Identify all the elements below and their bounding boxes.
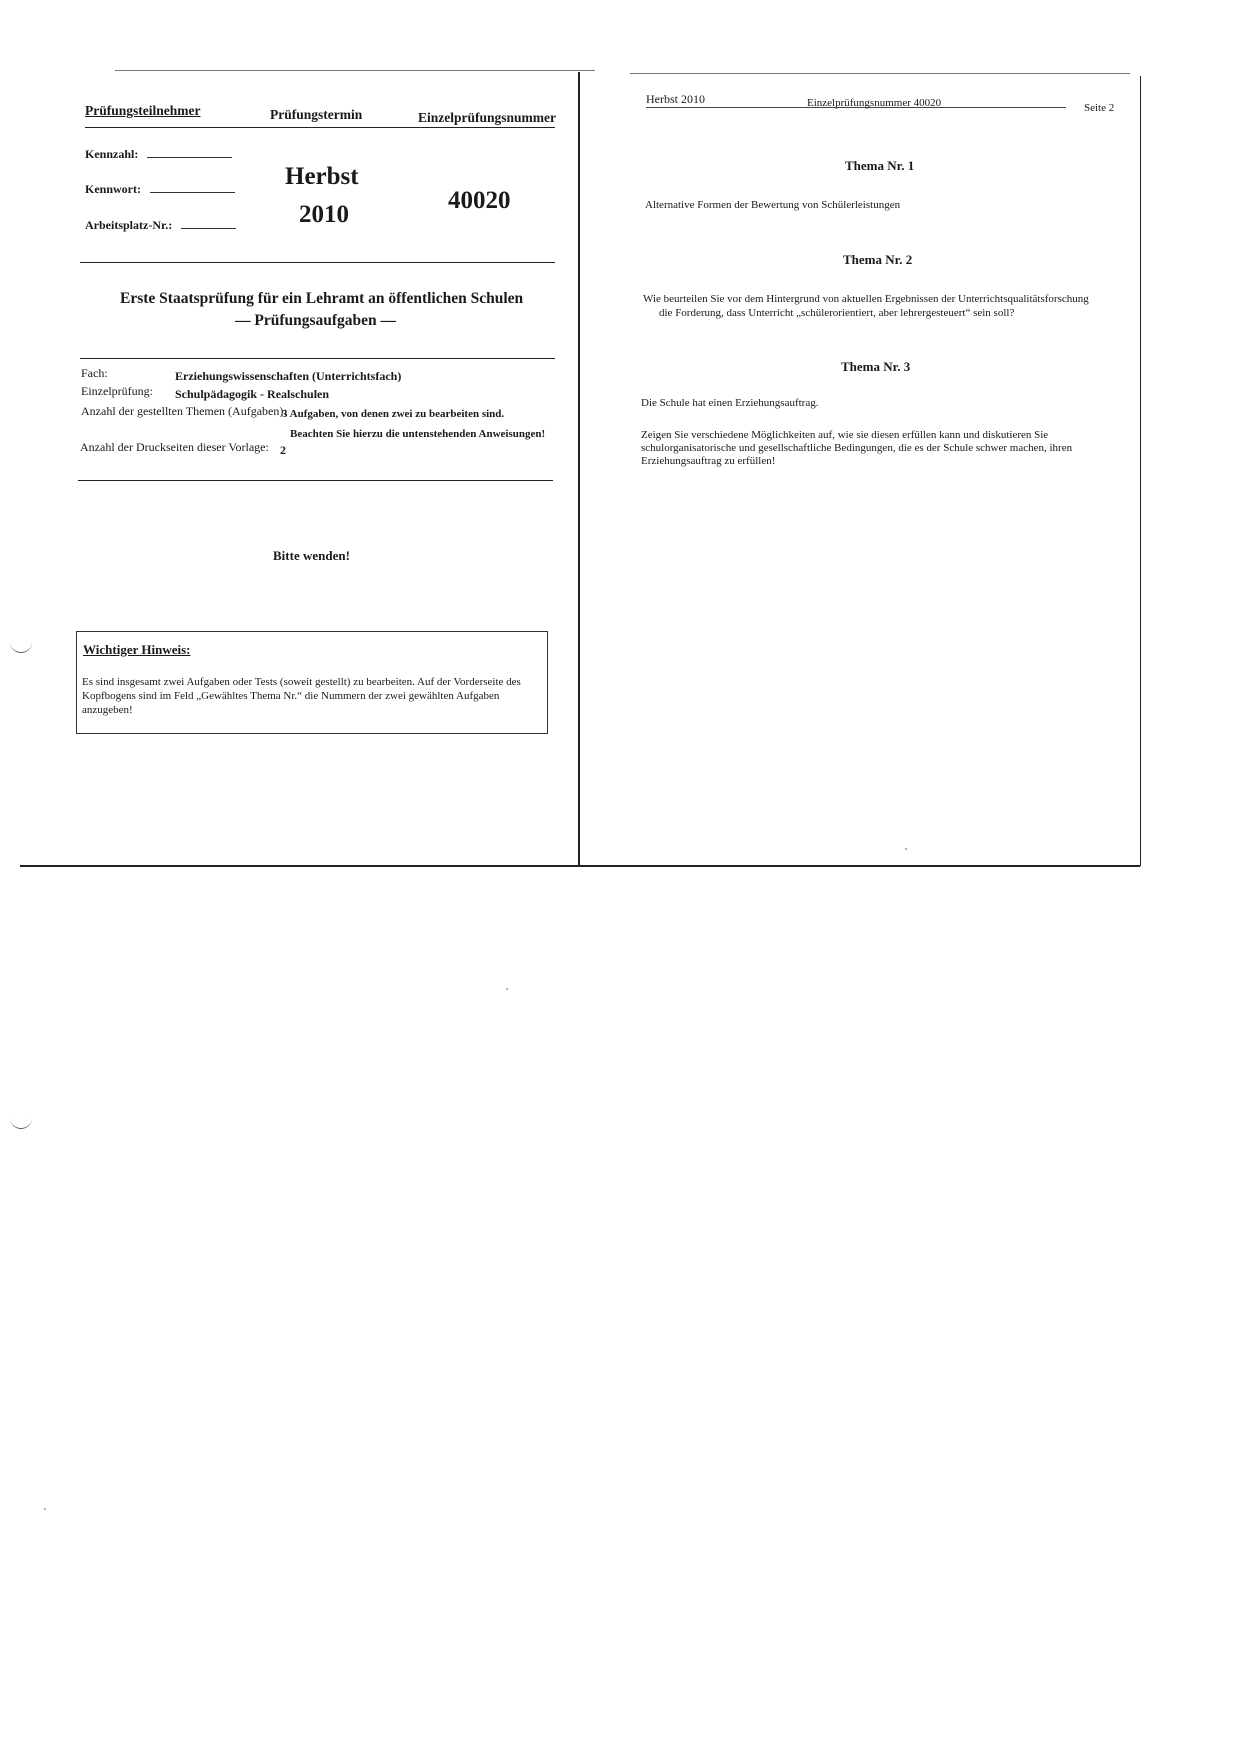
topic-3-line-4: Erziehungsauftrag zu erfüllen! bbox=[641, 455, 776, 467]
themen-note: Beachten Sie hierzu die untenstehenden Anweisungen! bbox=[290, 428, 546, 440]
topic-3-line-1: Die Schule hat einen Erziehungsauftrag. bbox=[641, 397, 819, 409]
druckseiten-label: Anzahl der Druckseiten dieser Vorlage: bbox=[80, 440, 269, 454]
themen-label: Anzahl der gestellten Themen (Aufgaben): bbox=[81, 404, 287, 418]
kennwort-label bbox=[85, 182, 235, 197]
punch-hole-mark bbox=[10, 1118, 32, 1129]
right-header-term: Herbst 2010 bbox=[646, 92, 705, 106]
notice-title: Wichtiger Hinweis: bbox=[83, 642, 191, 657]
page-divider bbox=[578, 72, 580, 867]
topic-3-line-2: Zeigen Sie verschiedene Möglichkeiten auf, wie sie diesen erfüllen kann und diskutieren Sie bbox=[641, 429, 1049, 441]
notice-line-2: Kopfbogens sind im Feld „Gewähltes Thema Nr.“ die Nummern der zwei gewählten Aufgaben bbox=[82, 690, 500, 702]
arbeitsplatz-field[interactable] bbox=[181, 228, 236, 229]
kennzahl-text: Kennzahl: bbox=[85, 147, 139, 161]
scan-speck bbox=[44, 1508, 46, 1510]
exam-number: 40020 bbox=[448, 187, 511, 214]
exam-title: Erste Staatsprüfung für ein Lehramt an öffentlichen Schulen bbox=[120, 290, 524, 307]
fach-label: Fach: bbox=[81, 366, 108, 380]
topic-2-title: Thema Nr. 2 bbox=[843, 252, 913, 267]
punch-hole-mark bbox=[10, 642, 32, 653]
important-notice-box bbox=[76, 631, 548, 734]
scan-top-line-left bbox=[115, 70, 595, 71]
exam-date-header: Prüfungstermin bbox=[270, 107, 363, 122]
right-page-edge bbox=[1140, 76, 1141, 866]
kennzahl-label bbox=[85, 147, 232, 162]
right-header-page: Seite 2 bbox=[1084, 102, 1115, 114]
title-bottom-rule bbox=[80, 358, 555, 359]
exam-subtitle: — Prüfungsaufgaben — bbox=[235, 312, 397, 329]
participant-header: Prüfungsteilnehmer bbox=[85, 103, 201, 118]
topic-1-text: Alternative Formen der Bewertung von Schülerleistungen bbox=[645, 199, 901, 211]
right-header-number: Einzelprüfungsnummer 40020 bbox=[807, 97, 942, 109]
term-season: Herbst bbox=[285, 163, 359, 190]
title-top-rule bbox=[80, 262, 555, 263]
topic-3-title: Thema Nr. 3 bbox=[841, 359, 911, 374]
info-bottom-rule bbox=[78, 480, 553, 481]
topic-2-line-1: Wie beurteilen Sie vor dem Hintergrund von aktuellen Ergebnissen der Unterrichtsqualitätsforschung bbox=[643, 293, 1089, 305]
themen-value: 3 Aufgaben, von denen zwei zu bearbeiten sind. bbox=[282, 408, 505, 420]
turn-page-note: Bitte wenden! bbox=[273, 548, 350, 563]
scan-speck bbox=[506, 988, 508, 990]
arbeitsplatz-text: Arbeitsplatz-Nr.: bbox=[85, 218, 173, 232]
arbeitsplatz-label bbox=[85, 218, 236, 233]
scan-speck bbox=[905, 848, 907, 850]
kennwort-field[interactable] bbox=[150, 192, 235, 193]
einzelpruefung-value: Schulpädagogik - Realschulen bbox=[175, 387, 330, 401]
scan-bottom-line bbox=[20, 865, 1140, 867]
scan-top-line-right bbox=[630, 73, 1130, 74]
topic-3-line-3: schulorganisatorische und gesellschaftliche Bedingungen, die es der Schule schwer machen, ihren bbox=[641, 442, 1073, 454]
kennzahl-field[interactable] bbox=[147, 157, 232, 158]
einzelpruefung-label: Einzelprüfung: bbox=[81, 384, 153, 398]
term-year: 2010 bbox=[299, 201, 349, 228]
header-rule bbox=[85, 127, 555, 128]
exam-number-header: Einzelprüfungsnummer bbox=[418, 110, 557, 125]
topic-1-title: Thema Nr. 1 bbox=[845, 158, 915, 173]
notice-line-3: anzugeben! bbox=[82, 704, 133, 716]
right-header-rule bbox=[646, 107, 1066, 108]
kennwort-text: Kennwort: bbox=[85, 182, 141, 196]
notice-line-1: Es sind insgesamt zwei Aufgaben oder Tests (soweit gestellt) zu bearbeiten. Auf der Vorderseite des bbox=[82, 676, 521, 688]
topic-2-line-2: die Forderung, dass Unterricht „schülerorientiert, aber lehrergesteuert“ sein soll? bbox=[659, 307, 1015, 319]
fach-value: Erziehungswissenschaften (Unterrichtsfach) bbox=[175, 369, 402, 383]
druckseiten-value: 2 bbox=[280, 443, 286, 457]
